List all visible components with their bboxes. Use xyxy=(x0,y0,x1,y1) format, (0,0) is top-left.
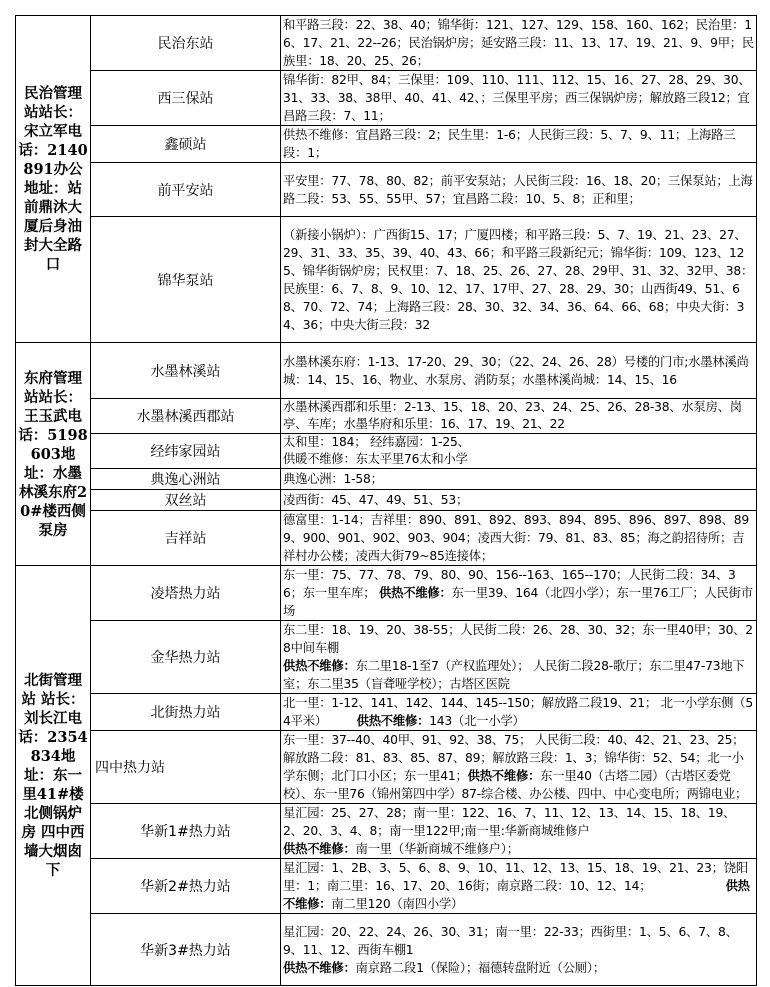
no-repair-label: 供热不维修： xyxy=(283,842,356,856)
no-repair-label: 供热不维修： xyxy=(467,769,541,783)
station-name: 鑫硕站 xyxy=(91,126,281,163)
table-row xyxy=(16,343,757,399)
area-text: 北一里：1-12、141、142、144、145--150；解放路二段19、21； 北一小学东侧（54平米） xyxy=(283,696,753,728)
heating-station-table xyxy=(15,15,757,986)
office-info: 北街管理站 站长：刘长江电话：2354834地址：东一里41#楼北侧锅炉房 四中西墙大烟囱下 xyxy=(16,566,91,986)
area-text: 星汇园：1、2B、3、5、6、8、9、10、11、12、13、15、18、19、21、23；饶阳里：1；南二里：16、17、20、16街；南京路二段：10、12、14； xyxy=(283,861,748,893)
table-row xyxy=(16,71,757,126)
station-name: 水墨林溪站 xyxy=(91,343,281,399)
area-text: 东一里：75、77、78、79、80、90、156--163、165--170；人民街二段：34、36；东一里车库； xyxy=(283,568,736,600)
table-row xyxy=(16,126,757,163)
area-text: 太和里：184； 经纬嘉园：1-25、 xyxy=(283,435,470,449)
station-name: 华新2#热力站 xyxy=(91,859,281,914)
station-name: 吉祥站 xyxy=(91,511,281,566)
service-area: 凌西街：45、47、49、51、53； xyxy=(281,490,757,511)
table-row xyxy=(16,731,757,804)
service-area xyxy=(281,731,757,804)
table-row xyxy=(16,16,757,71)
service-area: （新接小锅炉）：广西街15、17；广厦四楼；和平路三段：5、7、19、21、23、27、29、31、33、35、39、40、43、66；和平路三段新纪元；锦华街：109、123、125、锦华街锅炉房；民权里：7、18、25、26、27、28、29甲、31、32、32甲、38：民族里：6、7、8、9、10、12、17、17甲、27、28、29、30；山西街49、51、68、70、72、74；上海路三段：28、30、32、34、36、64、66、68；中央大街：34、36；中央大街三段：32 xyxy=(281,217,757,343)
no-repair-text: 南二里120（南四小学） xyxy=(331,897,464,911)
table-row xyxy=(16,804,757,859)
station-name: 西三保站 xyxy=(91,71,281,126)
area-text: 东二里：18、19、20、38-55；人民街二段：26、28、30、32；东一里40甲；30、28中间车棚 xyxy=(283,623,753,655)
station-name: 水墨林溪西郡站 xyxy=(91,399,281,434)
service-area xyxy=(281,566,757,621)
table-row xyxy=(16,434,757,469)
no-repair-text: 东一里40（古塔二园）（古塔区委党校）、东一里76（锦州第四中学）87-综合楼、办公楼、四中、中心变电所；两锦电业； xyxy=(283,769,748,801)
station-name: 凌塔热力站 xyxy=(91,566,281,621)
station-name: 经纬家园站 xyxy=(91,434,281,469)
station-name: 前平安站 xyxy=(91,163,281,217)
station-name: 双丝站 xyxy=(91,490,281,511)
no-repair-label: 供热不维修： xyxy=(356,714,430,728)
station-name: 华新1#热力站 xyxy=(91,804,281,859)
service-area: 供热不维修：宜昌路三段：2；民生里：1-6；人民街三段：5、7、9、11；上海路三段：1； xyxy=(281,126,757,163)
service-area: 德富里：1-14；吉祥里：890、891、892、893、894、895、896、897、898、899、900、901、902、903、904；凌西大街：79、81、83、85；海之韵招待所；吉祥村办公楼；凌西大街79~85连接体； xyxy=(281,511,757,566)
service-area: 平安里：77、78、80、82；前平安泵站；人民街三段：16、18、20；三保泵站；上海路二段：53、55、55甲、57；宜昌路二段：10、5、8；正和里； xyxy=(281,163,757,217)
no-repair-label: 供热不维修： xyxy=(283,659,356,673)
no-repair-text: 143（北一小学） xyxy=(429,714,525,728)
table-row xyxy=(16,566,757,621)
station-name: 民治东站 xyxy=(91,16,281,71)
no-repair-label: 供热不维修： xyxy=(283,960,356,975)
no-repair-label: 供热不维修： xyxy=(379,586,452,600)
no-repair-label: 供热不维修： xyxy=(283,879,750,911)
station-name: 典逸心洲站 xyxy=(91,469,281,490)
service-area xyxy=(281,694,757,731)
service-area xyxy=(281,804,757,859)
service-area: 水墨林溪西郡和乐里：2-13、15、18、20、23、24、25、26、28-38、水泵房、岗亭、车库；水墨华府和乐里：16、17、19、21、22 xyxy=(281,399,757,434)
station-name: 北街热力站 xyxy=(91,694,281,731)
area-text: 星汇园：25、27、28；南一里：122、16、7、11、12、13、14、15、18、19、2、20、3、4、8；南一里122甲;南一里:华新商城维修户 xyxy=(283,806,736,838)
service-area: 水墨林溪东府：1-13、17-20、29、30；（22、24、26、28）号楼的门市;水墨林溪尚城：14、15、16、物业、水泵房、消防泵；水墨林溪尚城：14、15、16 xyxy=(281,343,757,399)
table-row xyxy=(16,163,757,217)
table-row xyxy=(16,511,757,566)
office-info: 民治管理站站长：宋立军电话：2140891办公地址：站前鼎沐大厦后身油封大全路口 xyxy=(16,16,91,343)
service-area xyxy=(281,434,757,469)
no-repair-text: 东一里39、164（北四小学）；东一里76工厂；人民街市场 xyxy=(283,586,753,618)
area-text: 星汇园：20、22、24、26、30、31；南一里：22-33；西街里：1、5、6、7、8、9、11、12、西街车棚1 xyxy=(283,924,738,957)
table-row xyxy=(16,490,757,511)
table-row xyxy=(16,859,757,914)
service-area xyxy=(281,859,757,914)
station-name: 金华热力站 xyxy=(91,621,281,694)
office-info: 东府管理站站长：王玉武电话：5198603地址：水墨林溪东府20#楼西侧泵房 xyxy=(16,343,91,566)
service-area: 典逸心洲：1-58； xyxy=(281,469,757,490)
station-name: 锦华泵站 xyxy=(91,217,281,343)
table-row xyxy=(16,469,757,490)
area-text: 东一里：37--40、40甲、91、92、38、75； 人民街二段：40、42、21、23、25；解放路二段：81、83、85、87、89；解放路三段：1、3；锦华街：52、54；北一小学东侧；北门口小区；东一里41； xyxy=(283,733,745,783)
no-repair-text: 南一里（华新商城不维修户）； xyxy=(355,842,519,856)
table-row xyxy=(16,694,757,731)
station-name: 四中热力站 xyxy=(91,731,281,804)
table-row xyxy=(16,621,757,694)
no-repair-text: 供暖不维修：东太平里76太和小学 xyxy=(283,452,468,466)
service-area: 和平路三段：22、38、40；锦华街：121、127、129、158、160、162；民治里：16、17、21、22--26；民治锅炉房；延安路三段：11、13、17、19、21、9、9甲；民族里：18、20、25、26； xyxy=(281,16,757,71)
no-repair-text: 南京路二段1（保险）；福德转盘附近（公厕）； xyxy=(355,960,605,975)
service-area xyxy=(281,914,757,986)
service-area: 锦华街：82甲、84；三保里：109、110、111、112、15、16、27、28、29、30、31、33、38、38甲、40、41、42、；三保里平房；西三保锅炉房；解放路三段12；宜昌路三段：7、11； xyxy=(281,71,757,126)
service-area xyxy=(281,621,757,694)
table-row xyxy=(16,217,757,343)
no-repair-text: 东二里18-1至7（产权监理处）； 人民街二段28-歌厅；东二里47-73地下室；东二里35（盲聋哑学校）；古塔区医院 xyxy=(283,659,745,691)
table-row xyxy=(16,399,757,434)
table-row xyxy=(16,914,757,986)
station-name: 华新3#热力站 xyxy=(91,914,281,986)
